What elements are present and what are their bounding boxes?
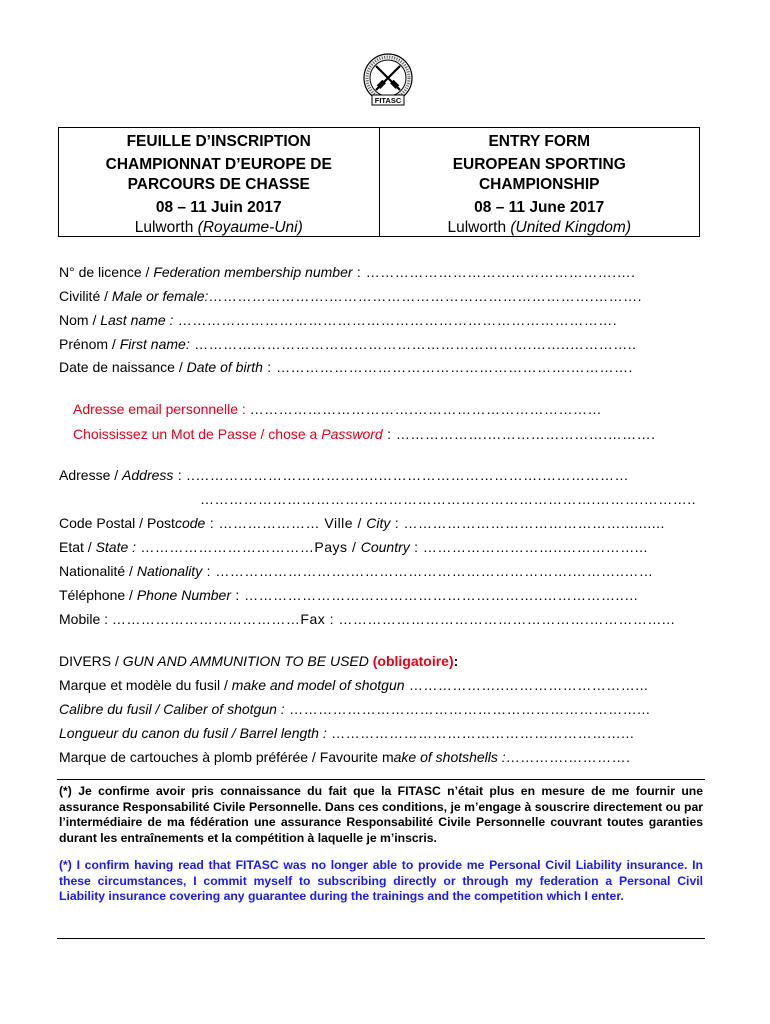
mobile-dots: …………………………………Fax : …………………………………………….……………... bbox=[111, 611, 675, 627]
header-fr-line2: CHAMPIONNAT D’EUROPE DE bbox=[105, 156, 332, 173]
header-en-place-name: Lulworth bbox=[447, 219, 507, 236]
mobile-fax-field[interactable] bbox=[59, 610, 701, 628]
telephone-label-en: Phone Number bbox=[136, 587, 232, 603]
etat-pays-field[interactable] bbox=[59, 538, 701, 556]
header-fr-dates: 08 – 11 Juin 2017 bbox=[155, 199, 282, 216]
adresse-label: Adresse / bbox=[59, 467, 123, 483]
declaration-fr: (*) Je confirme avoir pris connaissance du fait que la FITASC n’était plus en mesure de me fournir une assurance Responsabilité Civile Personnelle. Dans ces conditions, je m’engage à souscrire directement ou par l’intermédiaire de ma fédération une assurance Responsabilité Civile Personnelle couvrant toutes garanties durant les entraînements et la compétition à laquelle je m’inscris. bbox=[59, 784, 703, 845]
nationalite-label: Nationalité / bbox=[59, 563, 137, 579]
canon-field[interactable] bbox=[59, 724, 701, 742]
civilite-label: Civilité / bbox=[59, 288, 112, 304]
naissance-label: Date de naissance / bbox=[59, 359, 187, 375]
licence-dots: : …………………………………………….…. bbox=[352, 264, 636, 280]
nationalite-dots: : ……………………….……………………………………….………..…… bbox=[202, 563, 654, 579]
header-en-title: ENTRY FORM bbox=[488, 133, 591, 150]
password-dots: : ……………….…………………….………. bbox=[382, 426, 656, 442]
divers-title-en: GUN AND AMMUNITION TO BE USED bbox=[122, 653, 369, 669]
calibre-label: Calibre du fusil / Caliber of shotgun : bbox=[59, 701, 285, 717]
prenom-label: Prénom / bbox=[59, 336, 120, 352]
cp-ville-field[interactable] bbox=[59, 514, 701, 532]
calibre-field[interactable] bbox=[59, 700, 701, 718]
header-en-line2: EUROPEAN SPORTING bbox=[452, 156, 626, 173]
naissance-dots: : …………………………………………………….…………. bbox=[262, 359, 633, 375]
naissance-label-en: Date of birth bbox=[186, 359, 263, 375]
header-en-line3: CHAMPIONSHIP bbox=[478, 176, 600, 193]
nationalite-label-en: Nationality bbox=[136, 563, 203, 579]
password-label: Choississez un Mot de Passe / chose a bbox=[73, 426, 322, 442]
divers-colon: : bbox=[453, 653, 459, 669]
cartouches-field[interactable] bbox=[59, 748, 701, 766]
nationalite-field[interactable] bbox=[59, 562, 701, 580]
email-label: Adresse email personnelle : bbox=[73, 401, 250, 417]
civilite-dots: …………………….……………………………………………….………. bbox=[208, 288, 643, 304]
etat-dots: ………………………………Pays / bbox=[136, 539, 361, 555]
country-dots: : ………………………..……………... bbox=[409, 539, 648, 555]
adresse-field[interactable] bbox=[59, 466, 701, 484]
header-en-dates: 08 – 11 June 2017 bbox=[474, 199, 605, 216]
cartouches-label: Marque de cartouches à plomb préférée / Favourite m bbox=[59, 749, 394, 765]
header-french bbox=[59, 128, 379, 236]
header-fr-title: FEUILLE D’INSCRIPTION bbox=[126, 133, 311, 150]
cartouches-dots: ………….…………. bbox=[505, 749, 631, 765]
declaration-en: (*) I confirm having read that FITASC was no longer able to provide me Personal Civil Liability insurance. In these circumstances, I commit myself to subscribing directly or through my federation a Personal Civil Liability insurance covering any guarantee during the trainings and the competition which I enter. bbox=[59, 858, 703, 903]
header-english bbox=[379, 128, 700, 236]
password-label-en: Password bbox=[321, 426, 383, 442]
civilite-label-en: Male or female: bbox=[111, 288, 209, 304]
cartouches-label-en: ake of shotshells : bbox=[393, 749, 506, 765]
nom-label-en: Last name : bbox=[100, 312, 174, 328]
header-en-place bbox=[380, 218, 700, 238]
password-field[interactable] bbox=[73, 425, 715, 443]
mandatory-label: (obligatoire) bbox=[372, 653, 454, 669]
adresse2-field[interactable] bbox=[200, 490, 700, 508]
fitasc-logo bbox=[360, 52, 416, 108]
licence-label-en: Federation membership number bbox=[153, 264, 353, 280]
naissance-field[interactable] bbox=[59, 358, 701, 376]
logo-text: FITASC bbox=[374, 96, 402, 105]
header-fr-place-name: Lulworth bbox=[134, 219, 194, 236]
nom-label: Nom / bbox=[59, 312, 101, 328]
telephone-dots: : ……………………………………………………..……………..… bbox=[231, 587, 639, 603]
divers-title-fr: DIVERS / bbox=[59, 653, 123, 669]
cp-label: Code Postal / Post bbox=[59, 515, 175, 531]
marque-fusil-field[interactable] bbox=[59, 676, 701, 694]
cp-dots: : ………………… Ville / bbox=[205, 515, 367, 531]
header-en-country: (United Kingdom) bbox=[510, 219, 631, 236]
prenom-dots: …………………………………………………………….……..………….. bbox=[189, 336, 637, 352]
city-label: City bbox=[366, 515, 391, 531]
header-box bbox=[58, 127, 700, 237]
marque-label: Marque et modèle du fusil / bbox=[59, 677, 232, 693]
divers-heading bbox=[59, 652, 701, 670]
nom-dots: ………………………………………………………………………………. bbox=[173, 312, 618, 328]
adresse2-dots: ……………………………………………………………………….……….……….. bbox=[200, 491, 697, 507]
adresse-dots: : ..………………………………..…………………………….……………… bbox=[173, 467, 630, 483]
telephone-label: Téléphone / bbox=[59, 587, 137, 603]
marque-dots: ………………..………………………... bbox=[404, 677, 649, 693]
adresse-label-en: Address bbox=[122, 467, 174, 483]
telephone-field[interactable] bbox=[59, 586, 701, 604]
liability-declaration bbox=[57, 779, 705, 939]
marque-label-en: make and model of shotgun bbox=[231, 677, 405, 693]
civilite-field[interactable] bbox=[59, 287, 701, 305]
etat-label: Etat / bbox=[59, 539, 96, 555]
email-field[interactable] bbox=[73, 400, 715, 418]
header-fr-line3: PARCOURS DE CHASSE bbox=[127, 176, 310, 193]
licence-label: N° de licence / bbox=[59, 264, 154, 280]
nom-field[interactable] bbox=[59, 311, 701, 329]
header-fr-country: (Royaume-Uni) bbox=[197, 219, 303, 236]
cp-label-en: code bbox=[174, 515, 206, 531]
calibre-dots: ………………………………………………………………... bbox=[284, 701, 651, 717]
canon-label: Longueur du canon du fusil / Barrel length : bbox=[59, 725, 327, 741]
email-dots: …………………………….………………………………… bbox=[249, 401, 603, 417]
prenom-label-en: First name: bbox=[119, 336, 190, 352]
canon-dots: ……………………………………………………... bbox=[326, 725, 635, 741]
country-label: Country bbox=[360, 539, 410, 555]
licence-field[interactable] bbox=[59, 263, 701, 281]
etat-label-en: State : bbox=[95, 539, 137, 555]
prenom-field[interactable] bbox=[59, 335, 701, 353]
header-fr-place bbox=[59, 218, 379, 238]
mobile-label: Mobile : bbox=[59, 611, 112, 627]
city-dots: : ……………………………………….......... bbox=[390, 515, 665, 531]
